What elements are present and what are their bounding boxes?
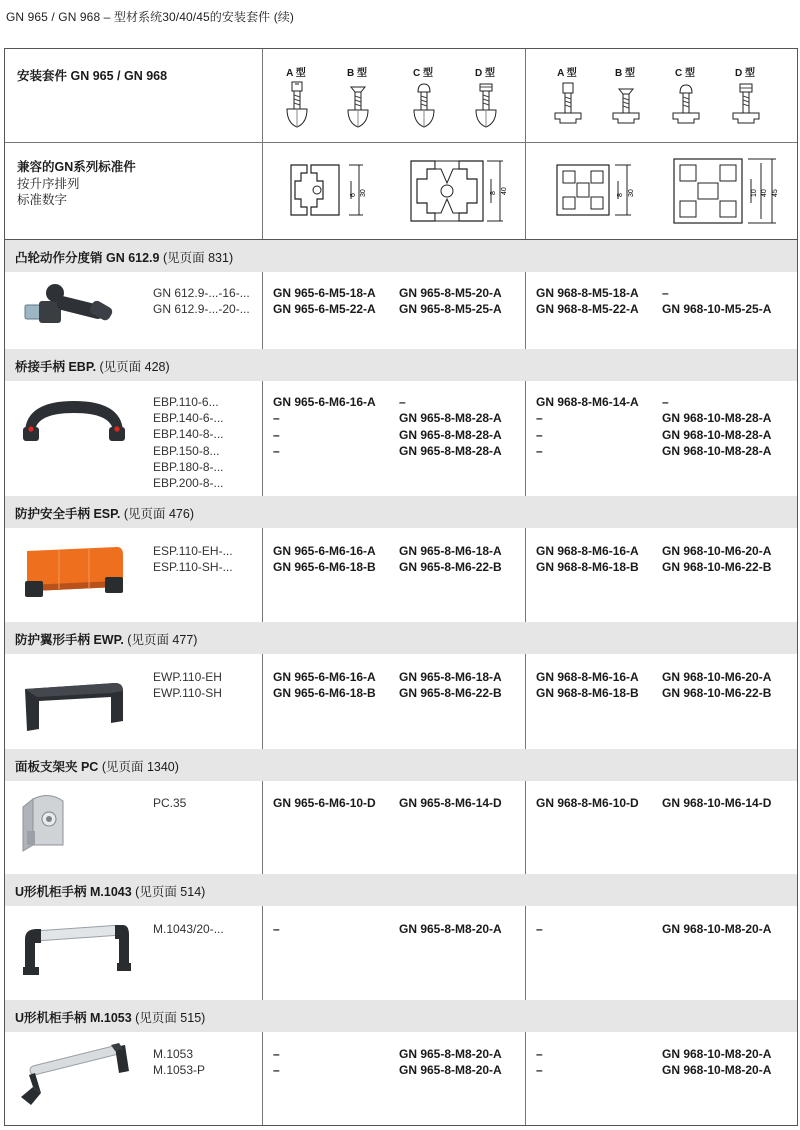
code-item: GN 968-8-M5-18-A (536, 286, 639, 300)
article-item: EBP.180-8-... (153, 459, 224, 474)
code-item: GN 968-10-M8-20-A (662, 1047, 772, 1061)
profile-40-8-icon (407, 157, 507, 227)
type-label: A 型 (286, 68, 306, 79)
indexing-plunger-image (19, 277, 129, 337)
article-item: ESP.110-SH-... (153, 560, 233, 575)
code-item: GN 965-8-M8-28-A (399, 427, 502, 442)
article-item: EWP.110-EH (153, 670, 222, 684)
code-item: GN 968-8-M6-16-A (536, 544, 639, 558)
code-column (273, 1046, 280, 1079)
code-column (273, 921, 280, 937)
code-item: – (273, 411, 280, 426)
type-b-nut-icon (612, 81, 640, 133)
wing-handle-image (19, 671, 129, 733)
compat-subtitle: 标准数字 (17, 193, 68, 207)
section-title: 防护翼形手柄 EWP. (见页面 477) (15, 633, 198, 647)
article-item: GN 612.9-...-20-... (153, 302, 250, 317)
article-item: M.1053 (153, 1047, 194, 1061)
code-item: GN 968-8-M6-18-B (536, 686, 639, 701)
type-label: B 型 (615, 68, 635, 79)
article-list (153, 543, 233, 575)
column-divider (525, 49, 526, 1125)
code-item: GN 965-8-M6-22-B (399, 686, 502, 701)
profile-dim: 45 (772, 189, 779, 197)
section-band (5, 622, 797, 654)
code-item: GN 965-6-M6-18-B (273, 560, 376, 575)
type-d-nut-icon (732, 81, 760, 133)
bridge-handle-image (19, 391, 129, 451)
code-item: GN 968-8-M6-10-D (536, 796, 639, 810)
profile-dim: 6 (350, 193, 357, 197)
section-band (5, 1000, 797, 1032)
code-item: GN 968-10-M6-20-A (662, 544, 772, 558)
header-title: 安装套件 GN 965 / GN 968 (17, 69, 168, 83)
code-column (536, 394, 639, 460)
code-item: GN 965-8-M8-20-A (399, 1063, 502, 1078)
row-divider (5, 142, 797, 143)
type-label: D 型 (735, 68, 755, 79)
article-list (153, 1046, 205, 1078)
code-column (536, 795, 639, 811)
article-item: GN 612.9-...-16-... (153, 286, 250, 300)
code-column (399, 669, 502, 702)
code-item: GN 968-8-M6-18-B (536, 560, 639, 575)
code-column (273, 285, 376, 318)
code-item: GN 965-8-M6-18-A (399, 544, 502, 558)
code-item: – (273, 1063, 280, 1078)
code-item: GN 965-8-M8-20-A (399, 922, 502, 936)
code-item: – (536, 411, 543, 426)
profile-45-10-icon (670, 155, 780, 227)
page-title: GN 965 / GN 968 – 型材系统30/40/45的安装套件 (续) (6, 10, 294, 24)
section-band (5, 749, 797, 781)
code-item: GN 968-10-M8-28-A (662, 427, 772, 442)
code-item: – (536, 427, 543, 442)
profile-dim: 40 (501, 187, 508, 195)
code-item: GN 965-8-M8-28-A (399, 444, 502, 459)
code-item: GN 965-8-M6-18-A (399, 670, 502, 684)
compat-title: 兼容的GN系列标准件 (17, 160, 136, 174)
code-item: – (273, 444, 280, 459)
code-item: GN 968-8-M6-14-A (536, 395, 639, 409)
code-column (536, 921, 543, 937)
code-item: GN 968-10-M8-20-A (662, 922, 772, 936)
code-column (536, 285, 639, 318)
article-list (153, 285, 250, 317)
code-column (662, 543, 771, 576)
article-list (153, 795, 186, 811)
code-item: – (399, 395, 406, 409)
section-band (5, 349, 797, 381)
code-column (273, 394, 376, 460)
article-item: ESP.110-EH-... (153, 544, 233, 558)
code-column (662, 394, 771, 460)
code-column (536, 669, 639, 702)
code-item: – (662, 286, 669, 300)
code-column (399, 921, 502, 937)
code-item: GN 965-6-M6-16-A (273, 544, 376, 558)
code-column (662, 795, 771, 811)
profile-dim: 10 (751, 189, 758, 197)
code-item: GN 965-8-M6-22-B (399, 560, 502, 575)
profile-30-6-icon (287, 159, 367, 221)
code-column (662, 921, 771, 937)
code-item: GN 968-10-M6-22-B (662, 686, 772, 701)
code-column (399, 394, 502, 460)
code-column (536, 543, 639, 576)
code-item: GN 965-6-M6-18-B (273, 686, 376, 701)
article-item: EBP.140-8-... (153, 427, 224, 442)
code-column (399, 543, 502, 576)
code-item: – (536, 1063, 543, 1078)
type-a-nut-icon (554, 81, 582, 133)
code-item: GN 968-10-M6-14-D (662, 796, 772, 810)
code-column (662, 1046, 771, 1079)
kit-table (4, 48, 798, 1126)
article-item: M.1043/20-... (153, 922, 224, 936)
code-item: GN 968-8-M5-22-A (536, 302, 639, 317)
code-item: GN 968-10-M5-25-A (662, 302, 772, 317)
code-item: – (536, 1047, 543, 1061)
code-item: – (536, 444, 543, 459)
type-c-nut-icon (672, 81, 700, 133)
code-item: GN 968-10-M6-20-A (662, 670, 772, 684)
column-divider (262, 49, 263, 1125)
type-d-screw-icon (474, 81, 498, 133)
compat-subtitle: 按升序排列 (17, 177, 80, 191)
type-label: C 型 (413, 68, 433, 79)
code-item: GN 965-8-M8-28-A (399, 411, 502, 426)
article-item: EBP.150-8... (153, 443, 220, 458)
type-a-screw-icon (285, 81, 309, 133)
article-list (153, 394, 224, 491)
code-item: GN 965-6-M6-10-D (273, 796, 376, 810)
cabinet-handle-1043-image (19, 917, 131, 983)
code-item: – (273, 922, 280, 936)
code-item: GN 968-10-M6-22-B (662, 560, 772, 575)
article-list (153, 669, 222, 701)
section-band (5, 240, 797, 272)
code-item: GN 968-10-M8-28-A (662, 411, 772, 426)
code-item: – (536, 922, 543, 936)
code-column (399, 795, 502, 811)
section-title: 桥接手柄 EBP. (见页面 428) (15, 360, 170, 374)
section-title: 防护安全手柄 ESP. (见页面 476) (15, 507, 194, 521)
code-item: – (662, 395, 669, 409)
code-item: GN 965-8-M6-14-D (399, 796, 502, 810)
code-item: GN 968-10-M8-28-A (662, 444, 772, 459)
code-column (536, 1046, 543, 1079)
code-item: GN 968-8-M6-16-A (536, 670, 639, 684)
code-column (273, 669, 376, 702)
article-item: EBP.110-6... (153, 395, 219, 409)
profile-dim: 30 (628, 189, 635, 197)
section-band (5, 496, 797, 528)
article-item: PC.35 (153, 796, 187, 810)
type-c-screw-icon (412, 81, 436, 133)
code-item: GN 965-6-M6-16-A (273, 670, 376, 684)
article-item: M.1053-P (153, 1063, 206, 1078)
code-item: GN 965-8-M5-25-A (399, 302, 502, 317)
code-item: – (273, 1047, 280, 1061)
article-item: EBP.200-8-... (153, 476, 224, 491)
section-title: U形机柜手柄 M.1043 (见页面 514) (15, 885, 206, 899)
code-item: GN 965-6-M6-16-A (273, 395, 376, 409)
article-item: EBP.140-6-... (153, 411, 224, 426)
profile-dim: 8 (617, 193, 624, 197)
code-item: GN 965-8-M8-20-A (399, 1047, 502, 1061)
panel-clamp-image (19, 789, 79, 859)
code-item: GN 965-6-M5-22-A (273, 302, 376, 317)
section-title: 凸轮动作分度销 GN 612.9 (见页面 831) (15, 251, 234, 265)
safety-handle-image (19, 541, 129, 603)
type-label: D 型 (475, 68, 495, 79)
code-item: GN 965-8-M5-20-A (399, 286, 502, 300)
profile-30-8-icon (553, 159, 635, 221)
section-title: 面板支架夹 PC (见页面 1340) (15, 760, 179, 774)
type-label: B 型 (347, 68, 367, 79)
profile-dim: 40 (761, 189, 768, 197)
type-label: A 型 (557, 68, 577, 79)
code-item: GN 968-10-M8-20-A (662, 1063, 772, 1078)
code-item: – (273, 427, 280, 442)
code-column (662, 669, 771, 702)
type-b-screw-icon (346, 81, 370, 133)
profile-dim: 30 (360, 189, 367, 197)
article-item: EWP.110-SH (153, 686, 222, 701)
type-label: C 型 (675, 68, 695, 79)
code-column (273, 795, 376, 811)
code-column (662, 285, 771, 318)
article-list (153, 921, 224, 937)
section-band (5, 874, 797, 906)
section-title: U形机柜手柄 M.1053 (见页面 515) (15, 1011, 206, 1025)
code-item: GN 965-6-M5-18-A (273, 286, 376, 300)
cabinet-handle-1053-image (19, 1041, 131, 1113)
code-column (273, 543, 376, 576)
profile-dim: 8 (490, 191, 497, 195)
code-column (399, 285, 502, 318)
code-column (399, 1046, 502, 1079)
